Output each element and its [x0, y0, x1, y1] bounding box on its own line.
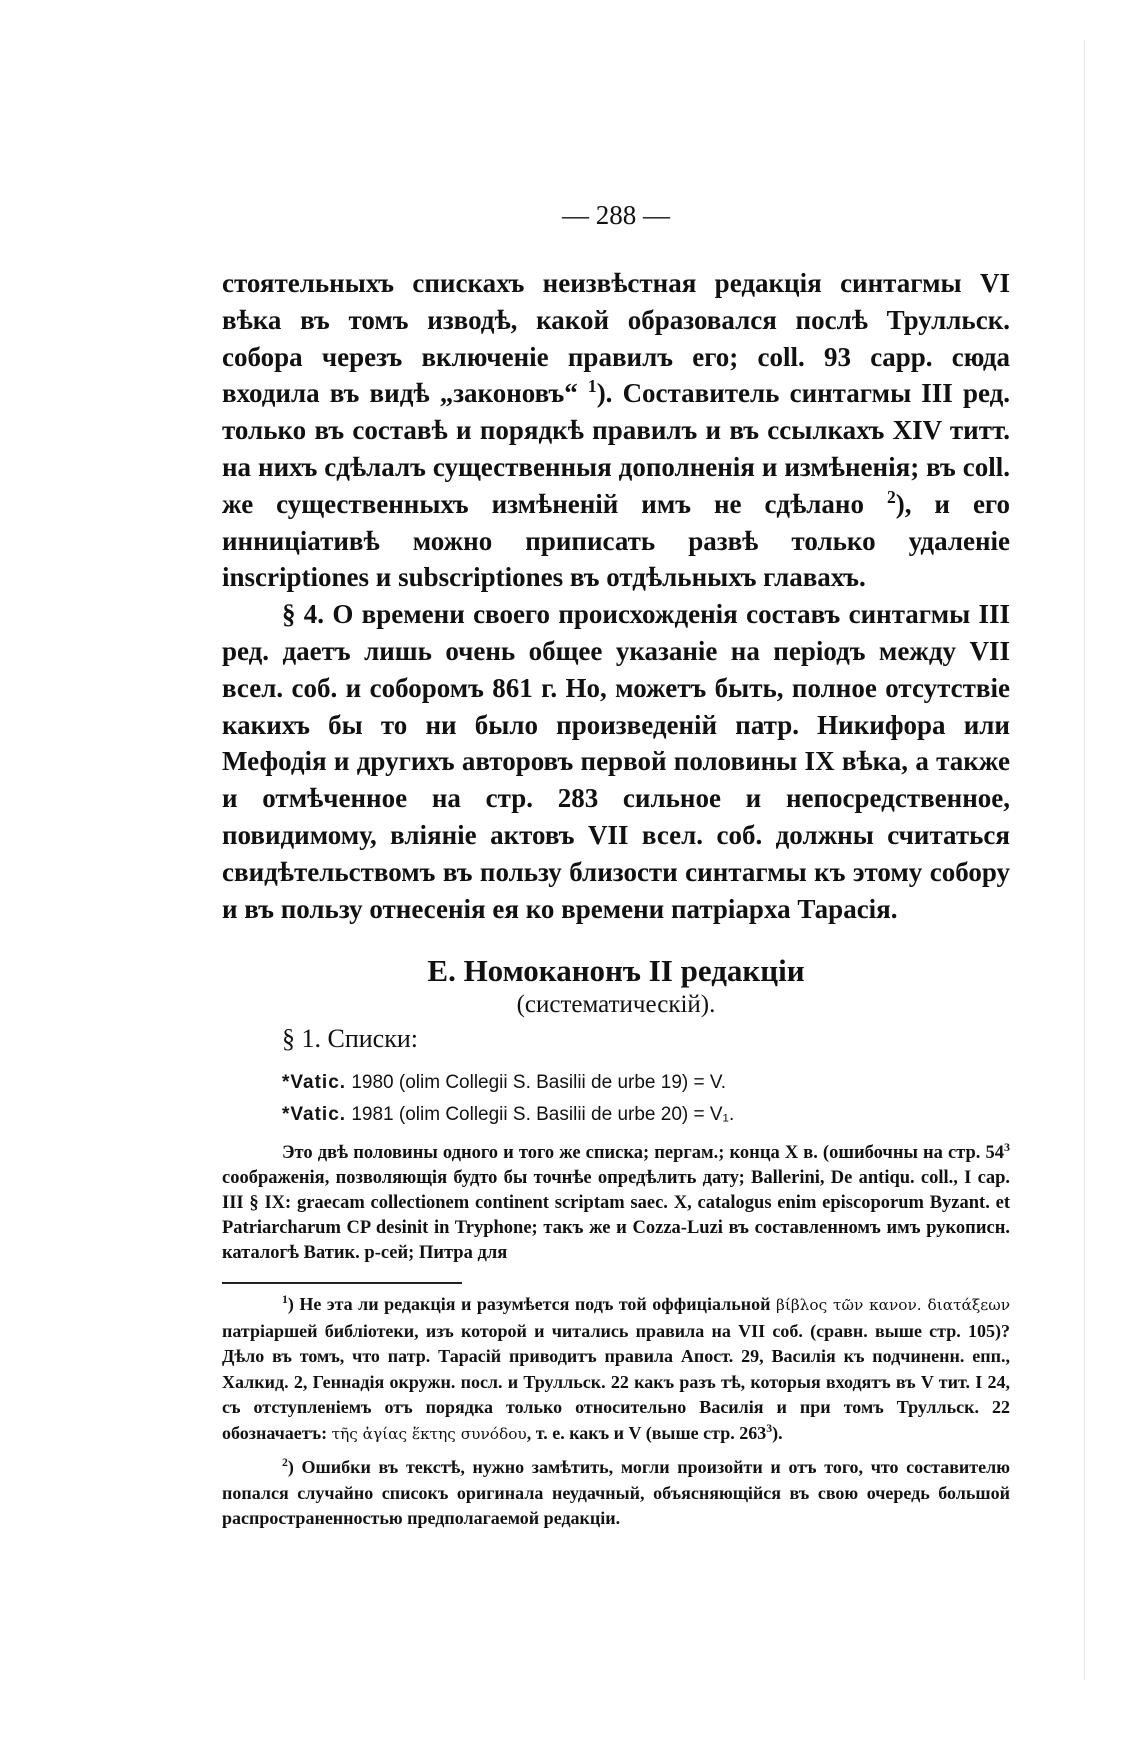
footnote-2: [222, 1455, 1010, 1532]
chapter-title: E. Номоканонъ II редакціи: [427, 953, 805, 989]
manuscript-name: *Vatic.: [282, 1072, 347, 1094]
manuscript-name: *Vatic.: [282, 1104, 347, 1126]
book-page: [222, 200, 1010, 1532]
footnote-1-mark: 1: [282, 1293, 288, 1307]
footnote-divider: [222, 1282, 462, 1284]
footnote-ref-1: 1: [587, 376, 597, 397]
manuscript-note-text-b: соображенія, позволяющія будто бы точнѣе опредѣлить дату; Ballerini, De antiqu. coll., I cap. III § IX: graecam collectionem continent scriptam saec. X, catalogus enim episcoporum Byzant. et Patriarcharum CP desinit in Tryphone; такъ же и Cozza-Luzi въ составленномъ имъ рукописн. каталогѣ Ватик. р-сей; Питра для: [222, 1168, 1010, 1264]
footnote-1-greek-a: βίβλος τῶν κανον. διατάξεων: [775, 1296, 1010, 1315]
manuscript-description: 1980 (olim Collegii S. Basilii de urbe 19) = V.: [351, 1072, 727, 1094]
paragraph-1-text-b: ). Составитель синтагмы III ред. только въ составѣ и порядкѣ правилъ и въ ссылкахъ XIV титт. на нихъ сдѣлалъ существенныя дополненія и измѣненія; въ coll. же существенныхъ измѣненій имъ не сдѣлано: [222, 378, 1010, 519]
chapter-subtitle: (систематическій).: [516, 991, 716, 1019]
footnote-1-text-c: , т. е. какъ и V (выше стр. 263: [526, 1422, 767, 1443]
footnote-2-mark: 2: [282, 1456, 288, 1470]
section-1-heading: § 1. Списки:: [282, 1024, 418, 1054]
footnote-2-text: ) Ошибки въ текстѣ, нужно замѣтить, могли произойти и отъ того, что составителю попался случайно списокъ оригинала неудачный, объясняющійся въ свою очередь большой распространенностью предполагаемой редакціи.: [222, 1457, 1010, 1529]
footnote-1-text-b: патріаршей библіотеки, изъ которой и читались правила на VII соб. (сравн. выше стр. 105)? Дѣло въ томъ, что патр. Тарасій приводитъ правила Апост. 29, Василія къ подчиненн. епп., Халкид. 2, Геннадія окружн. посл. и Трулльск. 22 какъ разъ тѣ, которыя входятъ въ V тит. I 24, съ отступленіемъ отъ порядка только относительно Василія и при томъ Трулльск. 22 обозначаетъ:: [222, 1320, 1010, 1443]
footnote-1-greek-b: τῆς ἁγίας ἕκτης συνόδου: [331, 1424, 527, 1443]
manuscript-list: [222, 1067, 1010, 1131]
manuscript-note-sup: 3: [1003, 1140, 1010, 1155]
page-edge-line: [1084, 40, 1085, 1680]
footnote-ref-2: 2: [886, 486, 896, 507]
paragraph-section-4: § 4. О времени своего происхожденія составъ синтагмы III ред. даетъ лишь очень общее указаніе на періодъ между VII всел. соб. и соборомъ 861 г. Но, можетъ быть, полное отсутствіе какихъ бы то ни было произведеній патр. Никифора или Мефодія и другихъ авторовъ первой половины IX вѣка, а также и отмѣченное на стр. 283 сильное и непосредственное, повидимому, вліяніе актовъ VII всел. соб. должны считаться свидѣтельствомъ въ пользу близости синтагмы къ этому собору и въ пользу отнесенія ея ко времени патріарха Тарасія.: [222, 599, 1010, 924]
paragraph-1-text-a: стоятельныхъ спискахъ неизвѣстная редакція синтагмы VI вѣка въ томъ изводѣ, какой образовался послѣ Трулльск. собора черезъ включеніе правилъ его; coll. 93 capp. сюда входила въ видѣ „законовъ“: [222, 268, 1010, 409]
paragraph-1-text-c: ), и его инниціативѣ можно приписать развѣ только удаленіе inscriptiones и subscriptiones въ отдѣльныхъ главахъ.: [222, 488, 1011, 593]
chapter-heading: [222, 953, 1010, 1021]
manuscript-description: 1981 (olim Collegii S. Basilii de urbe 20) = V₁.: [351, 1104, 735, 1126]
footnote-1-text-a: ) Не эта ли редакція и разумѣется подъ той оффиціальной: [287, 1294, 776, 1315]
paragraph-continuation: [222, 265, 1010, 596]
footnote-1-text-d: ).: [772, 1422, 783, 1443]
manuscript-note-text-a: Это двѣ половины одного и того же списка; пергам.; конца X в. (ошибочны на стр. 54: [282, 1143, 1004, 1164]
page-number: — 288 —: [562, 200, 670, 230]
footnote-1-sup: 3: [766, 1421, 773, 1435]
manuscript-item: [282, 1067, 1010, 1099]
footnote-1: [222, 1292, 1010, 1447]
manuscript-note: [222, 1141, 1010, 1266]
manuscript-item: [282, 1099, 1010, 1131]
